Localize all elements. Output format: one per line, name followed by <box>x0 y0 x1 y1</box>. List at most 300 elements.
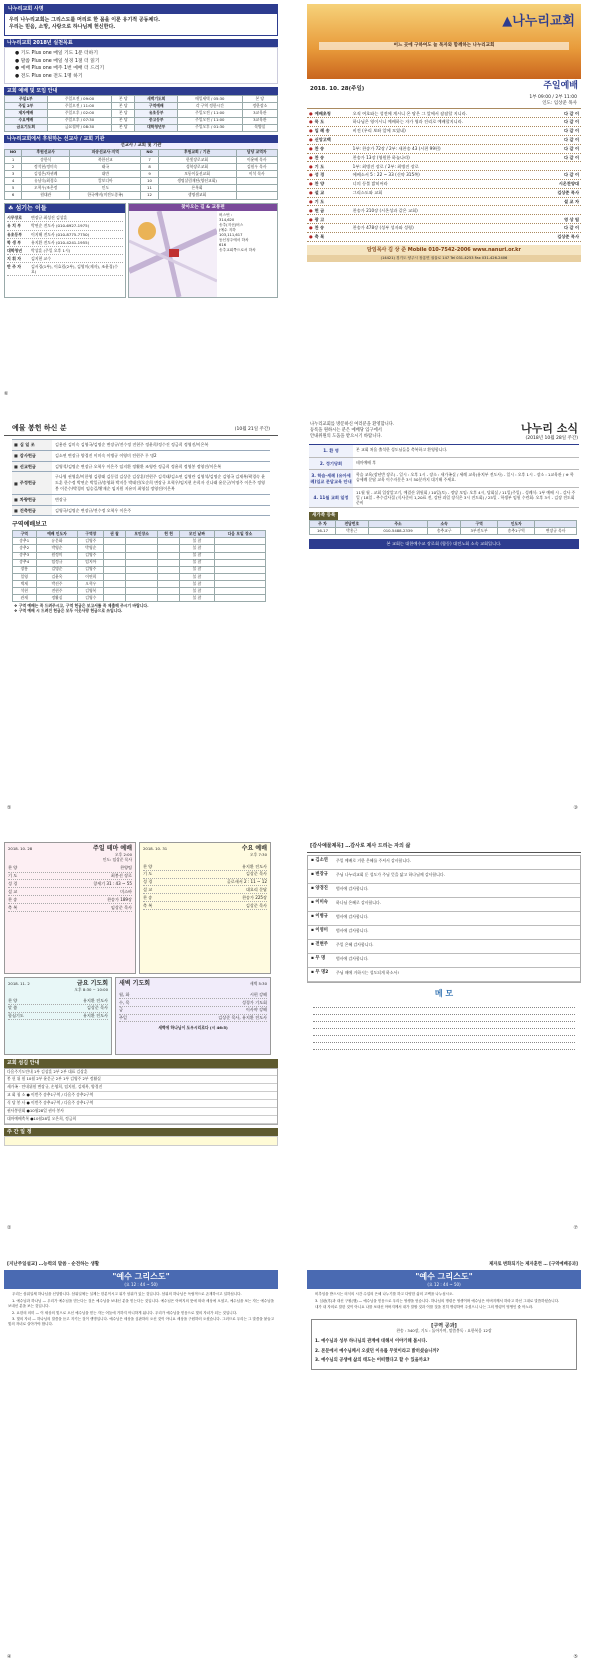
table-cell: 북한선교 <box>70 156 141 163</box>
thanks-text: 주님 나누리교회 둔 성도가 주님 뜻을 닮고 하나님께 감사합니다. <box>336 871 445 877</box>
staff-row <box>7 222 123 230</box>
offering-category: ■ 건축헌금 <box>12 506 52 516</box>
thanks-row <box>308 884 580 898</box>
mission-row <box>5 171 278 178</box>
staff-role: 지 휘 자 <box>7 255 21 261</box>
staff-row <box>7 214 123 222</box>
service-row <box>8 1005 108 1013</box>
table-cell: 송추3 <box>13 552 37 559</box>
mission-heading: 나누리교회에서 후원하는 선교사 / 교회 기관 <box>4 135 278 144</box>
table-header-cell: 후원교회 / 기관 <box>158 149 236 156</box>
table-cell <box>104 538 126 545</box>
staff-role: 학 생 부 <box>7 239 21 245</box>
service-value: 찬양팀 <box>120 865 132 871</box>
service-label: 성 경 <box>8 881 18 887</box>
service-label: 찬 송 <box>143 895 153 901</box>
table-cell: 정활실 <box>36 595 78 602</box>
table-cell: 불 참 <box>179 573 214 580</box>
staff-names: 변장규 최성진 김상훈 <box>31 215 68 221</box>
news-label: 1. 환 영 <box>309 445 353 456</box>
memo-title: 메 모 <box>434 988 454 998</box>
table-cell: 주일오전 / 09:00 <box>47 96 112 103</box>
table-cell <box>104 588 126 595</box>
welcome-line: 나누리교회를 방문하신 여러분을 환영합니다. <box>310 422 395 427</box>
lesson-reference: (요 12 : 44 ~ 50) <box>427 1281 461 1287</box>
order-person: 김상준 목사 <box>557 190 579 196</box>
table-cell: 유초등부 <box>135 110 178 117</box>
order-label: 찬 송 <box>314 225 325 231</box>
service-title: 주일예배 <box>543 81 578 91</box>
table-cell: 2 <box>5 164 22 171</box>
worship-order-row <box>307 198 581 207</box>
table-cell <box>158 581 180 588</box>
table-cell: 김윤옥 <box>36 573 78 580</box>
table-cell: 1 <box>5 156 22 163</box>
table-header-row <box>13 531 266 538</box>
table-cell: 불 참 <box>179 595 214 602</box>
page-news <box>307 418 581 813</box>
table-cell: 벽제 <box>13 581 37 588</box>
order-person: 설 교 자 <box>563 198 579 204</box>
table-cell: 론복회 <box>158 185 236 192</box>
service-row <box>8 888 132 896</box>
table-cell: 유문화 <box>36 538 78 545</box>
table-cell: 김원우 목사 <box>236 164 277 171</box>
order-person: 다 같 이 <box>563 172 579 178</box>
news-body: 테마예배 후 <box>356 459 377 465</box>
table-cell: 각 구역 정한시간 <box>178 103 243 110</box>
table-cell: 송추2 <box>13 545 37 552</box>
cell-row <box>13 573 266 580</box>
table-cell: 새벽기도회 <box>135 96 178 103</box>
table-cell <box>214 545 265 552</box>
worship-schedule-table <box>4 95 278 132</box>
table-header-cell: 담당 교역자 <box>236 149 277 156</box>
table-cell: 불 참 <box>179 566 214 573</box>
order-label: 기 도 <box>314 163 325 169</box>
table-cell: 3부전도부 <box>461 528 498 535</box>
tree-icon <box>138 222 156 240</box>
welcome-line: 안내위원의 도움을 받으시기 바랍니다. <box>310 434 382 440</box>
page-number: ④ <box>7 1653 12 1660</box>
table-header-cell: 인도자 <box>498 521 535 528</box>
lesson-paragraph: 비추임을 받으시는 의식의 시간 수업의 은혜 나누기를 하고 다양한 삶의 고백을 나누십시오. <box>315 1292 454 1297</box>
service-row <box>8 896 132 904</box>
service-label: 설 교 <box>8 889 18 895</box>
table-cell <box>158 566 180 573</box>
service-value: 김상준 목사, 유지환 전도사 <box>218 1015 267 1021</box>
serve-heading: 교회 섬김 안내 <box>4 1059 278 1068</box>
table-cell: 이석 목사 <box>236 171 277 178</box>
table-cell: 8 <box>141 164 158 171</box>
staff-names: 박연순 전도사 (010-6927-1975) <box>31 223 90 229</box>
table-cell: 생명샘교회 <box>158 192 236 199</box>
table-header-row <box>5 149 278 156</box>
service-label: 찬 양 <box>8 865 18 871</box>
order-content: 찬송가 478장 (성부 성자와 성령) <box>352 225 414 231</box>
table-cell: 16-17 <box>310 528 336 535</box>
news-row <box>309 470 579 488</box>
lesson-question: 1. 예수님과 성부 하나님의 관계에 대해서 이야기해 봅시다. <box>315 1339 428 1345</box>
table-cell: 6 <box>5 192 22 199</box>
lesson-question: 2. 본문에서 예수님께서 오셨던 이유를 무엇이라고 밝히셨습니까? <box>315 1348 440 1354</box>
page-mission-info <box>4 4 278 399</box>
table-cell: 인도 <box>70 185 141 192</box>
table-header-cell: 후원선교사 <box>22 149 70 156</box>
table-cell <box>214 538 265 545</box>
news-row <box>309 488 579 508</box>
table-cell: 매일새벽 / 05:30 <box>178 96 243 103</box>
table-cell <box>104 566 126 573</box>
thanks-text: 범사에 감사합니다. <box>336 913 369 919</box>
bus-line: 314,620 <box>219 218 235 223</box>
page-number: ⑥ <box>4 390 9 397</box>
table-cell <box>236 185 277 192</box>
news-body: 학습 교육(장년반 장로) - 일시 : 오후 1시 - 장소 : 새가족실 / 세례 교육(유치부 전도사) - 일시 : 오후 1시 - 장소 : 1교육관 / ※ 학습세례 문답 교육 이수자분은 3시 50분까지 대기해 주세요. <box>356 472 574 483</box>
bus-line: 송추교회쪽으로서 하차 <box>219 248 256 253</box>
sermon-paragraph: 우리는 삼위일체 하나님을 신앙합니다. 삼위일체는 실제는 한분이시고 위가 삼위가 있는 것입니다. 삼위의 하나님은 독립적으로 존재하시고 일하십니다. <box>12 1292 242 1297</box>
table-cell <box>158 595 180 602</box>
table-header-cell: 구역 <box>13 531 37 538</box>
cell-row <box>13 566 266 573</box>
news-label: 3. 학습·세례 (유아세례)입교 문답교육 안내 <box>309 470 353 487</box>
worship-order-row <box>307 162 581 171</box>
worship-order-row <box>307 189 581 198</box>
cell-note: ❖ 구역 예배 시 드려진 헌금은 모두 이웃사랑 헌금으로 쓰입니다. <box>14 608 123 614</box>
table-header-cell: 구역장 <box>78 531 104 538</box>
service-label: 축 복 <box>143 903 153 909</box>
table-cell: 정한장소 <box>242 103 277 110</box>
table-cell: 송한식 <box>22 156 70 163</box>
mission-row <box>5 192 278 199</box>
table-cell: 4 <box>5 178 22 185</box>
bus-line: 송추(지선)버스 <box>219 223 244 228</box>
church-marker-icon <box>169 249 179 257</box>
table-cell <box>125 552 158 559</box>
worship-order-row <box>307 233 581 242</box>
service-row <box>119 1007 267 1015</box>
table-cell: 한국예비(미전도종족) <box>70 192 141 199</box>
address-footer: (14421) 경기도 양주시 장흥면 권율로 147 Tel 031-4253 Fax 031-426-2406 <box>307 255 581 262</box>
page-offerings <box>4 418 278 813</box>
offering-row <box>12 451 270 462</box>
table-header-cell: 파송선교사·지역 <box>70 149 141 156</box>
staff-list <box>5 213 125 277</box>
bullet-icon: ● <box>309 181 313 187</box>
friday-prayer-card: 2018. 11. 2 금요 기도회 오후 8:30 ~ 10:00 찬 양 유지환 전도사 말 씀 김상준 목사 합심기도 유지환 전도사 <box>4 977 112 1055</box>
offering-category: ■ 십 일 조 <box>12 440 52 450</box>
table-cell <box>236 178 277 185</box>
plan-item: ● 기도 Plus one 매일 기도 1분 더하기 <box>15 51 98 56</box>
order-content: 비전 (우리 보좌 앞에 모였네) <box>352 128 406 134</box>
table-cell: 변장규 목사 <box>535 528 577 535</box>
lesson-paragraph: 내가 내 자의로 말한 것이 아니요 나를 보내신 아버지께서 내가 말할 것과 이를 것을 친히 명령하여 주셨으니 나는 그의 명령이 영생인 줄 아노라. <box>315 1305 534 1310</box>
table-header-cell: 구역 <box>461 521 498 528</box>
thanks-name: ▪ 양경진 <box>308 886 336 895</box>
order-label: 성 경 <box>314 172 325 178</box>
table-cell: 본 당 <box>112 96 135 103</box>
table-cell: 010-5488-2339 <box>368 528 428 535</box>
thanks-text: 주일 은혜 감사합니다. <box>336 941 374 947</box>
plan-item: ● 전도 Plus one 전도 1명 하기 <box>15 74 83 80</box>
service-label: 말 씀 <box>8 1005 18 1011</box>
table-cell <box>214 559 265 566</box>
table-cell <box>104 573 126 580</box>
worship-order-row <box>307 206 581 215</box>
page-number: ③ <box>573 804 578 811</box>
table-cell <box>158 545 180 552</box>
order-content: 그리스도와 교회 <box>352 190 383 196</box>
table-cell: 제자예배 <box>5 110 48 117</box>
lesson-header: 제자로 변화되기는 제자훈련 … [구역예배공과] <box>489 1262 578 1267</box>
service-label: 주일 <box>119 1015 127 1021</box>
cell-row <box>13 581 266 588</box>
serve-row: 식 당 봉 사 ● 이번주 송추4구역 / 다음주 송추1구역 <box>5 1100 277 1108</box>
thanks-name: ▪ 이병규 <box>308 914 336 923</box>
offering-row <box>12 440 270 451</box>
order-content: 찬송가 210장 (시온성과 같은 교회) <box>352 207 418 213</box>
news-row <box>309 458 579 470</box>
table-cell: 중고등부 <box>135 117 178 124</box>
table-cell: 주일1부 <box>5 96 48 103</box>
service-label: 수, 목 <box>119 999 130 1005</box>
table-cell: 본 당 <box>112 124 135 131</box>
bullet-icon: ● <box>309 234 313 240</box>
offering-category: ■ 선교헌금 <box>12 462 52 472</box>
service-value: 이사야 강해 <box>245 1007 267 1013</box>
order-content: 1부: 최병진 장로 / 2부: 최병진 장로 <box>352 163 419 169</box>
worship-order-list <box>307 108 581 241</box>
page-thanks <box>307 838 581 1233</box>
service-row <box>8 1013 108 1021</box>
staff-names: 김지현 교수 <box>31 255 52 261</box>
service-value: 유지환 전도사 <box>82 1013 108 1019</box>
bullet-icon: ● <box>309 207 313 213</box>
bullet-icon: ● <box>309 119 313 125</box>
table-cell: 주일오후 / 01:30 <box>178 124 243 131</box>
table-cell: 불 참 <box>179 581 214 588</box>
news-week: (2018년 10월 28일 주간) <box>525 436 578 442</box>
service-row <box>143 871 267 879</box>
worship-order-row <box>307 127 581 136</box>
table-cell <box>214 552 265 559</box>
table-cell <box>125 595 158 602</box>
table-cell <box>214 566 265 573</box>
table-cell: 모퉁이돌선교회 <box>158 171 236 178</box>
plan-item: ● 말씀 Plus one 매일 성경 1절 더 읽기 <box>15 58 100 64</box>
table-cell <box>214 588 265 595</box>
cell-note: ❖ 구역 예배는 꼭 드려주시고, 구역 헌금은 보고서를 꼭 제출해 주시기 바랍니다. <box>14 603 149 609</box>
sermon-body <box>4 1289 278 1331</box>
offering-row <box>12 472 270 494</box>
bus-line: 616 <box>219 243 227 248</box>
service-value: 시편 강해 <box>249 991 267 997</box>
news-row <box>309 445 579 457</box>
mission-subheading: 선교사 / 교회 및 기관 <box>4 143 278 149</box>
service-value: 임상준 목사 <box>110 904 132 910</box>
table-cell: 11 <box>141 185 158 192</box>
bullet-icon: ● <box>309 163 313 169</box>
newcomer-table <box>309 520 577 535</box>
order-label: 묵 도 <box>314 119 325 125</box>
service-times: 1부 09:00 / 2부 11:00 <box>529 94 577 100</box>
table-cell: 원정미 <box>36 552 78 559</box>
table-cell: 태국 <box>70 164 141 171</box>
worship-heading: 교회 예배 및 모임 안내 <box>4 87 278 96</box>
offering-category: ■ 차량헌금 <box>12 495 52 505</box>
order-person: 영 상 팀 <box>563 216 579 222</box>
cell-report-heading: 구역예배보고 <box>12 521 47 529</box>
worship-order-row <box>307 180 581 189</box>
order-label: 찬 송 <box>314 154 325 160</box>
table-cell <box>125 559 158 566</box>
offering-row <box>12 495 270 506</box>
table-cell: 이연희 <box>78 573 104 580</box>
cell-row <box>13 545 266 552</box>
table-cell: 3교육관 <box>242 117 277 124</box>
table-cell <box>158 538 180 545</box>
week-schedule-box <box>4 1136 278 1146</box>
order-label: 입 례 송 <box>314 128 330 134</box>
page-cell-lesson <box>307 1258 581 1662</box>
mission-row <box>5 178 278 185</box>
service-value: 김상준 목사 <box>245 871 267 877</box>
table-cell: 수요예배 <box>5 117 48 124</box>
thanks-text: 주일 예배로 거한 은혜를 주셔서 감사합니다. <box>336 857 412 863</box>
serve-list <box>4 1068 278 1125</box>
cell-row <box>13 559 266 566</box>
table-cell: 불 참 <box>179 559 214 566</box>
bus-info <box>217 211 277 297</box>
bullet-icon: ● <box>309 216 313 222</box>
table-header-cell: 주 차 <box>310 521 336 528</box>
table-cell: 9 <box>141 171 158 178</box>
table-cell: 본 당 <box>242 96 277 103</box>
table-cell: 불 참 <box>179 552 214 559</box>
table-header-cell: 권 찰 <box>104 531 126 538</box>
service-label: 찬 양 <box>8 997 18 1003</box>
table-cell: 박영순 <box>36 545 78 552</box>
mission-row <box>5 185 278 192</box>
worship-row <box>5 117 278 124</box>
bus-line: 103,111,617 <box>219 233 243 238</box>
service-label: 금 <box>119 1007 123 1013</box>
thanks-name: ▪ 이미숙 <box>308 900 336 909</box>
cell-row <box>13 588 266 595</box>
service-label: 월, 화 <box>119 991 130 997</box>
vision-line: 우리는 믿음, 소망, 사랑으로 하나님께 헌신한다. <box>9 24 116 30</box>
bus-line: (예수 지하 <box>219 228 236 233</box>
table-cell: 주일오후 / 07:30 <box>47 117 112 124</box>
table-header-cell: 소속 <box>428 521 461 528</box>
table-cell: 주일오전 / 11:00 <box>178 110 243 117</box>
service-label: 찬 양 <box>143 863 153 869</box>
table-cell: 본 당 <box>112 117 135 124</box>
staff-names: 김서경(1부), 이효림(2부), 김영미(제자), 조윤경(수요) <box>31 263 118 274</box>
thanks-text: 하나님 은혜로 감사합니다. <box>336 899 382 905</box>
offering-title: 예물 봉헌 하신 분 <box>12 424 67 432</box>
offering-category: ■ 감사헌금 <box>12 451 52 461</box>
lesson-questions-box: [구역 공과] 찬송 : 340장, 기도 : 돌아가며, 말씀봉독 : 요한복음 12장 1. 예수님과 성부 하나님의 관계에 대해서 이야기해 봅시다. 2. 본문에서 예수님께서 오셨던 이유를 무엇이라고 밝히셨습니까? 3. 예수님의 공생애 삶의 태도는 어떠했다고 할 수 있을까요? <box>311 1319 577 1370</box>
service-value: 최봉선 장로 <box>110 873 132 879</box>
plan-heading: 나누리교회 2018년 실천목표 <box>4 39 278 48</box>
table-cell: 금요철야 / 08:30 <box>47 124 112 131</box>
service-row <box>143 894 267 902</box>
thanks-text: 범사에 감사합니다. <box>336 927 369 933</box>
serve-row: 새가족 · 안내위원 변장규, 손영희, 임지원, 김재복, 양경진 <box>5 1084 277 1092</box>
worship-order-row <box>307 224 581 233</box>
worship-row <box>5 96 278 103</box>
order-content: 너의 등불 밝히어라 <box>352 181 388 187</box>
table-cell: 주일오전 / 11:00 <box>178 117 243 124</box>
offering-week: (10월 21일 주간) <box>234 427 270 433</box>
table-cell: 본 당 <box>112 110 135 117</box>
table-cell: 불 참 <box>179 538 214 545</box>
offering-names: 김영국/김명순 변장규/전수정 오혁우 이은주 <box>55 507 132 513</box>
table-cell: 전현주 <box>36 588 78 595</box>
bullet-icon: ● <box>309 198 313 204</box>
lesson-body <box>307 1289 581 1315</box>
offering-names: 김용관 김미숙 김영국/김명순 변장규/전수정 전현주 정윤희/정수진 정금희 정영진/이은복 <box>55 442 209 448</box>
service-label: 설 교 <box>143 887 153 893</box>
sermon-paragraph: 1. 예수님과 하나님 — 우리가 예수님을 믿는다는 것은 예수님을 보내신 분을 믿는다는 것입니다. 예수님은 아버지의 뜻에 따라 세상에 오셨고, 예수님을 보는 자는 예수님을 보내신 분을 보는 것입니다. <box>8 1298 274 1309</box>
order-person: 다 같 이 <box>563 119 579 125</box>
staff-role: 시무장로 <box>7 215 23 221</box>
staff-row <box>7 231 123 239</box>
cover-banner <box>307 4 581 79</box>
staff-heading: ☘ 섬기는 이들 <box>5 204 125 214</box>
staff-role: 유초등부 <box>7 231 23 237</box>
page-number: ② <box>7 1224 12 1231</box>
cell-row <box>13 595 266 602</box>
table-cell: 김영수 <box>78 595 104 602</box>
sermon-paragraph: 2. 요한의 의미 — 이 세상의 빛으로 오신 예수님을 믿는 자는 어둠에 거하지 아니하게 됩니다. 우리가 예수님을 믿음으로 빛의 자녀가 되는 것입니다. <box>12 1310 238 1315</box>
table-cell: 3교육관 <box>242 110 277 117</box>
thanks-row <box>308 912 580 926</box>
pastor-footer: 담임목사 김 상 준 Mobile 010-7542-2006 www.nanuri.or.kr <box>307 245 581 256</box>
lesson-question: 3. 예수님의 공생애 삶의 태도는 어떠했다고 할 수 있을까요? <box>315 1358 430 1364</box>
bullet-icon: ● <box>309 172 313 178</box>
cell-report-table <box>12 530 266 602</box>
service-row <box>8 904 132 912</box>
thanks-row <box>308 940 580 954</box>
table-header-cell: 모인 날짜 <box>179 531 214 538</box>
table-header-cell: NO <box>5 149 22 156</box>
service-row <box>143 863 267 871</box>
thanks-name: ▪ 변장규 <box>308 872 336 881</box>
serve-row: 봉 헌 위 원 10월 2부 윤문군 2부 1부 김영주 2부 정활실 <box>5 1076 277 1084</box>
service-label: 기 도 <box>143 871 153 877</box>
table-cell <box>125 588 158 595</box>
thanks-text: 범사에 감사합니다. <box>336 885 369 891</box>
news-body: 본 교회 처음 출석한 성도님들을 축복하고 환영합니다. <box>356 447 448 453</box>
service-value: 미스바 <box>120 889 132 895</box>
service-value: 골로새서 2 : 11 ~ 12 <box>226 879 267 885</box>
staff-role: 유 치 부 <box>7 223 21 229</box>
service-row <box>8 880 132 888</box>
order-content: 1부: 찬송가 72장 / 2부: 새찬송 43 (시편 99편) <box>352 145 441 151</box>
table-cell: 김명순 <box>36 566 78 573</box>
table-cell: 5 <box>5 185 22 192</box>
order-label: 찬 양 <box>314 181 325 187</box>
order-person: 다 같 이 <box>563 128 579 134</box>
offering-list <box>12 439 270 516</box>
sermon-paragraph: 3. 빛의 자녀 — 하나님의 말씀을 듣고 지키는 것이 생명입니다. 예수님은 세상을 심판하러 오신 것이 아니요 세상을 구원하러 오셨습니다. 그러므로 우리는 그 말씀을 붙들고 빛의 자녀로 살아가야 합니다. <box>8 1317 274 1327</box>
service-leader: 인도: 임상준 목사 <box>542 100 577 106</box>
order-person: 다 같 이 <box>563 145 579 151</box>
thanks-row <box>308 968 580 982</box>
serve-row: 대마예배축복 ●10월28일 오은희, 정금희 <box>5 1116 277 1124</box>
